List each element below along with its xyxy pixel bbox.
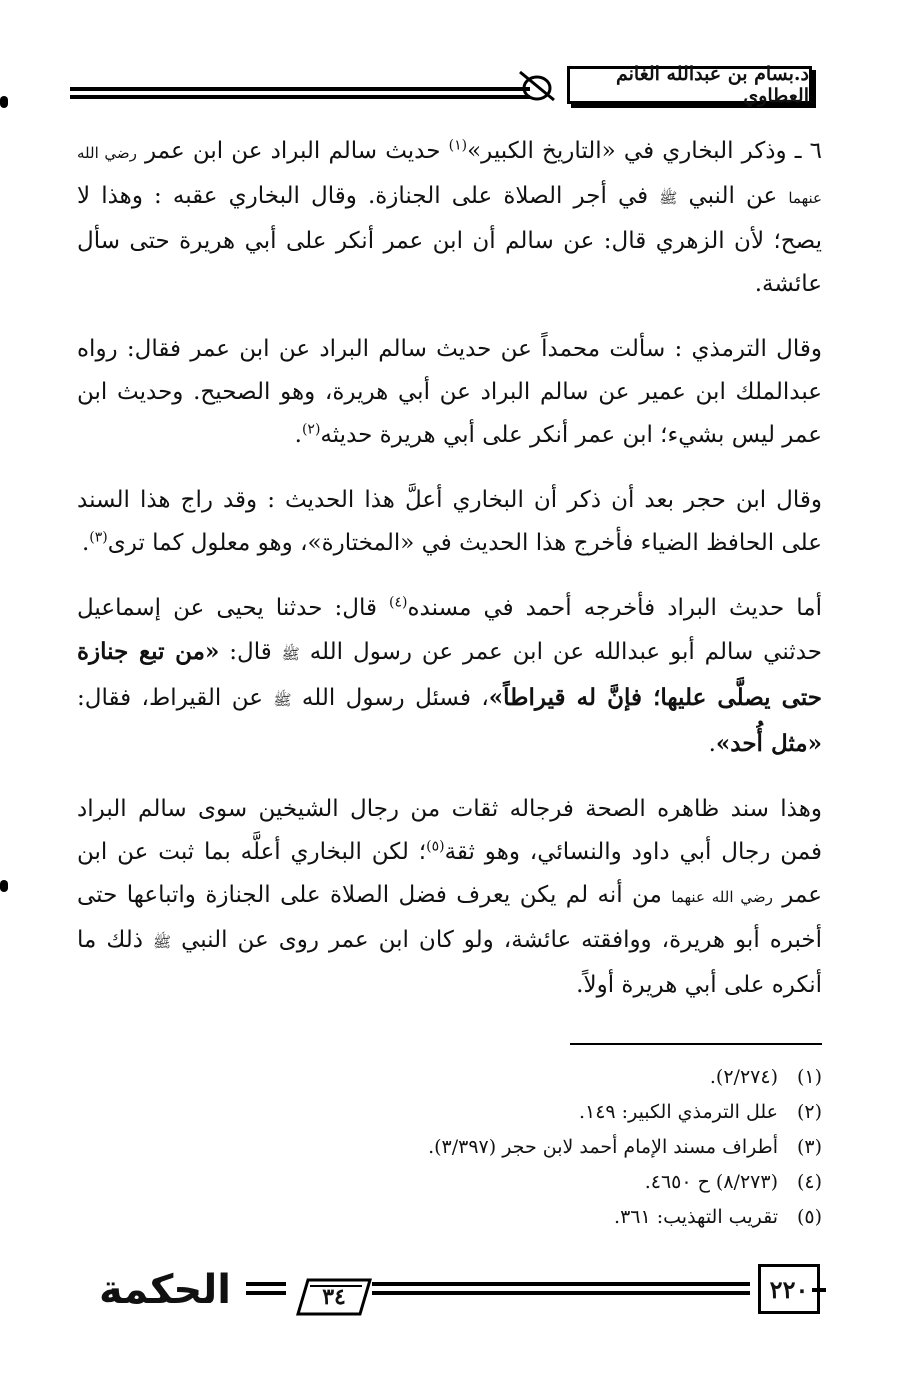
paragraph-1 xyxy=(77,130,822,306)
text-span: ؛ لكن البخاري أعلَّه بما ثبت عن ابن عمر xyxy=(77,839,822,908)
footnote-ref[interactable]: (٣) xyxy=(89,529,108,546)
text-span: ٦ ـ وذكر البخاري في «التاريخ الكبير» xyxy=(467,138,823,164)
text-span: حديث سالم البراد عن ابن عمر xyxy=(136,138,449,164)
footnote-ref[interactable]: (٤) xyxy=(389,594,408,611)
text-span: عن النبي xyxy=(677,183,789,209)
text-span: في أجر الصلاة على الجنازة. وقال البخاري عقبه : وهذا لا يصح؛ لأن الزهري قال: عن سالم أن ابن عمر أنكر على أبي هريرة حتى سأل عائشة. xyxy=(77,183,822,297)
footnote-ref[interactable]: (٥) xyxy=(426,838,445,855)
text-span: وهذا سند ظاهره الصحة فرجاله ثقات من رجال الشيخين سوى سالم البراد فمن رجال أبي داود والنسائي، وهو ثقة xyxy=(77,796,822,865)
text-span: وقال الترمذي : سألت محمداً عن حديث سالم البراد عن ابن عمر فقال: رواه عبدالملك ابن عمير عن سالم البراد عن أبي هريرة، وهو الصحيح. وحديث ابن عمر ليس بشيء؛ ابن عمر أنكر على أبي هريرة حديثه xyxy=(77,336,822,448)
footnote-item xyxy=(77,1095,822,1130)
binding-mark xyxy=(0,880,8,892)
footnote-item xyxy=(77,1130,822,1165)
main-text xyxy=(77,130,822,1029)
footnote-text: أطراف مسند الإمام أحمد لابن حجر (٣/٣٩٧). xyxy=(428,1136,778,1158)
text-span: قال: حدثنا يحيى عن إسماعيل حدثني سالم أبو عبدالله عن ابن عمر عن رسول الله xyxy=(77,595,822,665)
header-rule xyxy=(70,95,530,99)
author-name: د.بسام بن عبدالله الغانم العطاوي xyxy=(567,66,812,104)
footnote-text: (٢/٢٧٤). xyxy=(709,1066,778,1088)
footnote-number: (٤) xyxy=(796,1171,822,1193)
footnote-item xyxy=(77,1200,822,1235)
text-span: . xyxy=(294,422,302,448)
footnote-text: علل الترمذي الكبير: ١٤٩. xyxy=(578,1101,778,1123)
honorific: رضي الله عنهما xyxy=(671,888,773,906)
footer-rule xyxy=(246,1282,286,1286)
footnote-divider xyxy=(570,1043,822,1045)
paragraph-3 xyxy=(77,479,822,565)
text-span: أما حديث البراد فأخرجه أحمد في مسنده xyxy=(407,595,822,621)
issue-number: ٣٤ xyxy=(322,1284,346,1310)
page-header xyxy=(70,60,820,112)
footnote-text: (٨/٢٧٣) ح ٤٦٥٠. xyxy=(644,1171,778,1193)
page-number: ٢٢٠ xyxy=(769,1274,809,1304)
text-span: ، فسئل رسول الله xyxy=(291,685,489,711)
footnote-number: (٢) xyxy=(796,1101,822,1123)
binding-mark xyxy=(0,96,8,108)
honorific: ﷺ xyxy=(273,691,292,709)
footnote-text: تقريب التهذيب: ٣٦١. xyxy=(614,1206,778,1228)
page-footer xyxy=(0,1258,920,1318)
footnote-item xyxy=(77,1165,822,1200)
text-span: من أنه لم يكن يعرف فضل الصلاة على الجنازة واتباعها حتى أخبره أبو هريرة، ووافقته عائشة، ولو كان ابن عمر روى عن النبي xyxy=(77,882,822,953)
footnote-ref[interactable]: (٢) xyxy=(301,421,321,438)
footer-rule xyxy=(372,1282,750,1286)
text-span: عن القيراط، فقال: xyxy=(77,685,274,711)
sword-emblem-icon xyxy=(516,66,558,104)
footnote-number: (٣) xyxy=(796,1136,822,1158)
header-rule xyxy=(70,87,530,91)
hadith-quote: «مثل أُحد» xyxy=(715,730,822,757)
text-span: . xyxy=(708,731,716,757)
footnote-number: (١) xyxy=(796,1066,822,1088)
text-span: قال: xyxy=(219,639,282,665)
text-span: . xyxy=(81,530,90,556)
footnote-ref[interactable]: (١) xyxy=(448,137,468,154)
hadith-quote: «من تبع جنازة حتى يصلَّى عليها؛ فإنَّ له قيراطاً» xyxy=(77,638,822,711)
honorific: ﷺ xyxy=(281,645,300,663)
footnotes xyxy=(77,1060,822,1235)
footer-rule xyxy=(372,1291,750,1295)
issue-number-box xyxy=(296,1278,372,1316)
magazine-logo: الحكمة xyxy=(99,1267,231,1313)
paragraph-5 xyxy=(77,788,822,1007)
honorific: ﷺ xyxy=(659,189,678,207)
text-span: ذلك ما أنكره على أبي هريرة أولاً. xyxy=(77,927,822,998)
footer-rule xyxy=(246,1291,286,1295)
text-span: وقال ابن حجر بعد أن ذكر أن البخاري أعلَّ هذا الحديث : وقد راج هذا السند على الحافظ الضياء فأخرج هذا الحديث في «المختارة»، وهو معلول كما ترى xyxy=(77,487,822,556)
footnote-item xyxy=(77,1060,822,1095)
honorific: رضي الله عنهما xyxy=(77,144,822,207)
honorific: ﷺ xyxy=(152,933,172,951)
page-number-box xyxy=(758,1264,820,1314)
paragraph-2 xyxy=(77,328,822,457)
paragraph-4 xyxy=(77,587,822,766)
footnote-number: (٥) xyxy=(796,1206,822,1228)
